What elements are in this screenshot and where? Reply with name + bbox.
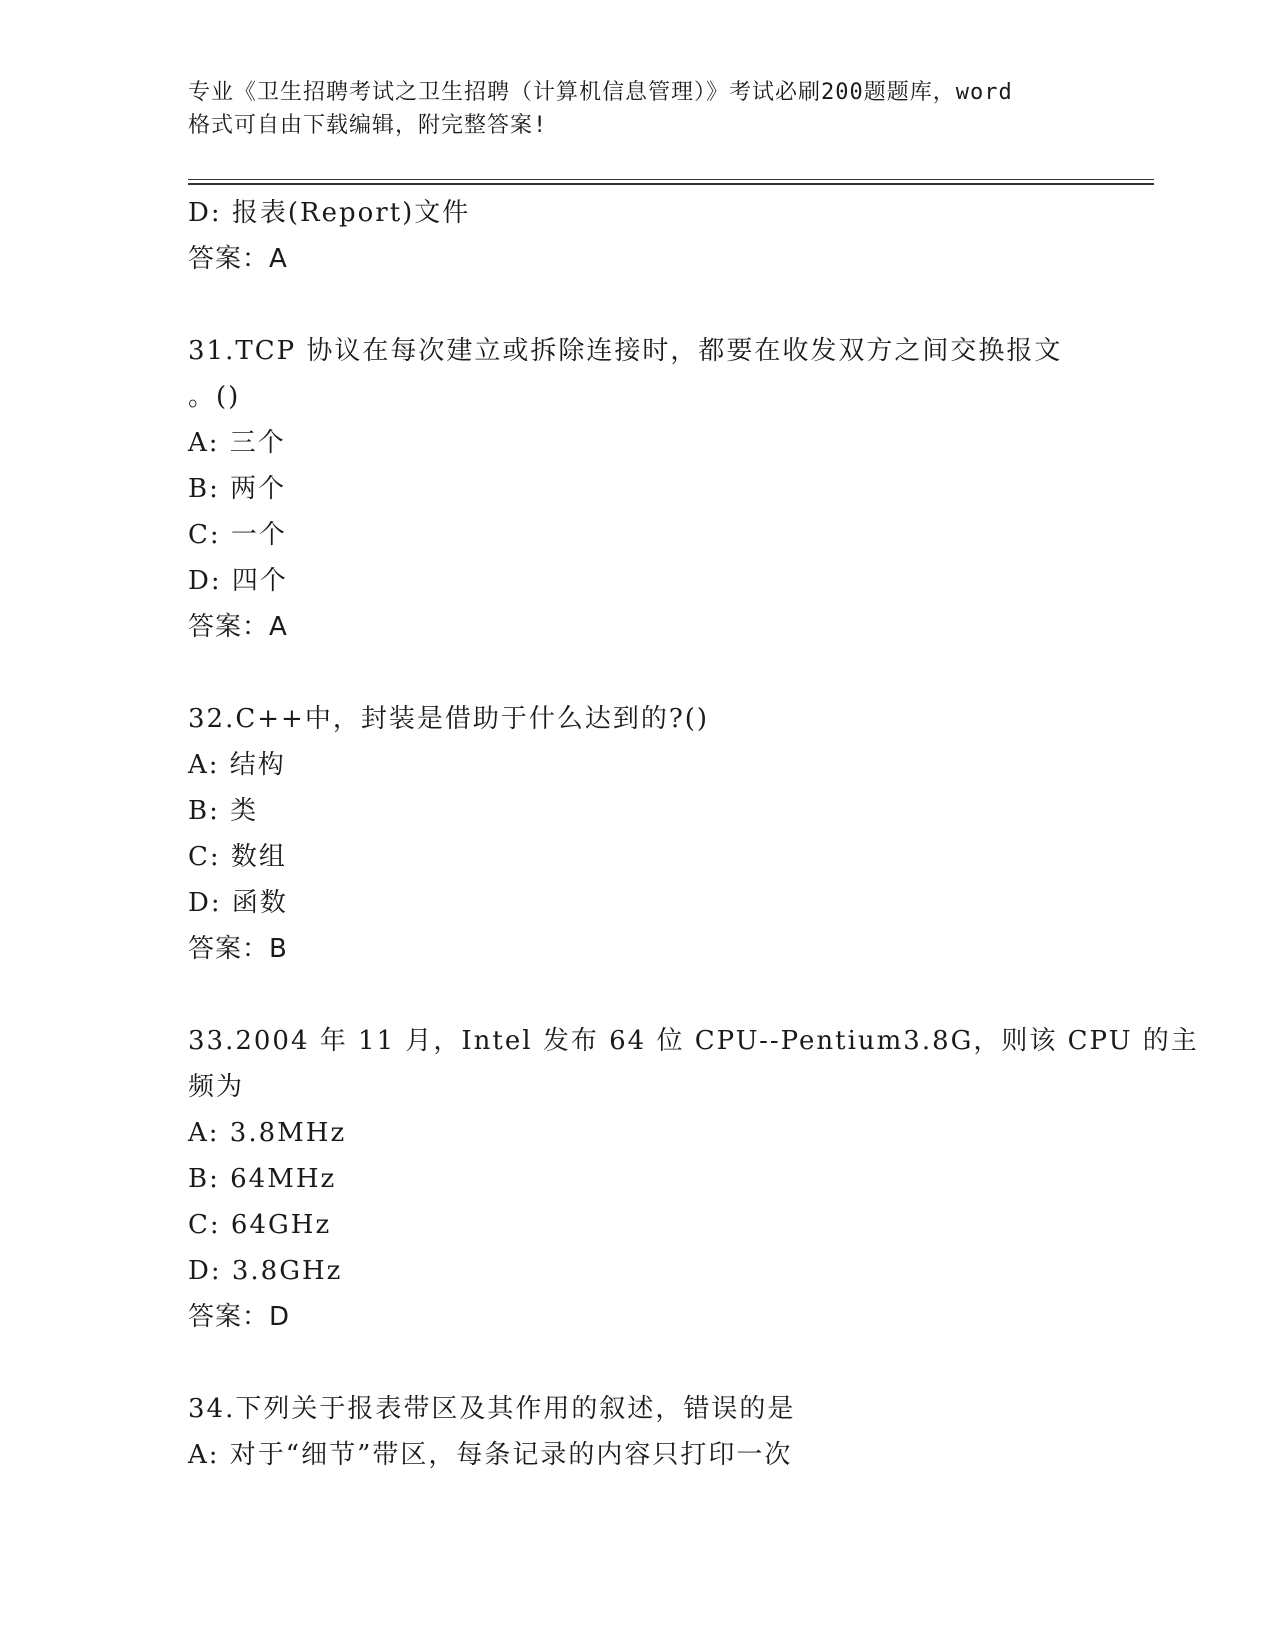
- question-33-option-c: C: 64GHz: [188, 1210, 332, 1240]
- question-31-answer: 答案：A: [188, 612, 288, 642]
- question-33-answer: 答案：D: [188, 1302, 291, 1332]
- question-31-option-c: C: 一个: [188, 520, 287, 550]
- question-32-stem-line-1: 32.C++中，封装是借助于什么达到的?(): [188, 704, 710, 734]
- question-33-stem-line-1: 33.2004 年 11 月，Intel 发布 64 位 CPU--Pentium3.8G，则该 CPU 的主: [188, 1026, 1199, 1056]
- question-34-stem-line-1: 34.下列关于报表带区及其作用的叙述，错误的是: [188, 1394, 796, 1424]
- question-33-option-d: D: 3.8GHz: [188, 1256, 343, 1286]
- header-line-2: 格式可自由下载编辑，附完整答案!: [188, 113, 548, 138]
- spacer: [188, 972, 1128, 1018]
- question-33: [188, 1018, 1199, 1340]
- spacer: [188, 1340, 1128, 1386]
- question-33-option-a: A: 3.8MHz: [188, 1118, 347, 1148]
- question-34-option-a: A: 对于“细节”带区，每条记录的内容只打印一次: [188, 1440, 793, 1470]
- question-31-option-d: D: 四个: [188, 566, 288, 596]
- question-32-option-b: B: 类: [188, 796, 259, 826]
- question-31-option-a: A: 三个: [188, 428, 286, 458]
- header-divider-thin: [188, 179, 1154, 180]
- question-33-stem-line-2: 频为: [188, 1072, 245, 1102]
- question-32-option-c: C: 数组: [188, 842, 287, 872]
- spacer: [188, 650, 1128, 696]
- question-32-option-d: D: 函数: [188, 888, 288, 918]
- header-divider-thick: [188, 183, 1154, 185]
- question-32-option-a: A: 结构: [188, 750, 286, 780]
- question-content: [188, 190, 1199, 1478]
- spacer: [188, 282, 1128, 328]
- document-header: [188, 76, 1088, 142]
- question-34: [188, 1386, 1128, 1478]
- question-31-stem-line-2: 。(): [188, 382, 241, 412]
- prev-option-d: D: 报表(Report)文件: [188, 198, 471, 228]
- question-31: [188, 328, 1128, 650]
- header-line-1: 专业《卫生招聘考试之卫生招聘（计算机信息管理）》考试必刷200题题库，word: [188, 80, 1013, 105]
- question-31-option-b: B: 两个: [188, 474, 287, 504]
- question-33-option-b: B: 64MHz: [188, 1164, 337, 1194]
- question-32: [188, 696, 1128, 972]
- prev-answer: 答案：A: [188, 244, 288, 274]
- question-31-stem-line-1: 31.TCP 协议在每次建立或拆除连接时，都要在收发双方之间交换报文: [188, 336, 1063, 366]
- question-32-answer: 答案：B: [188, 934, 288, 964]
